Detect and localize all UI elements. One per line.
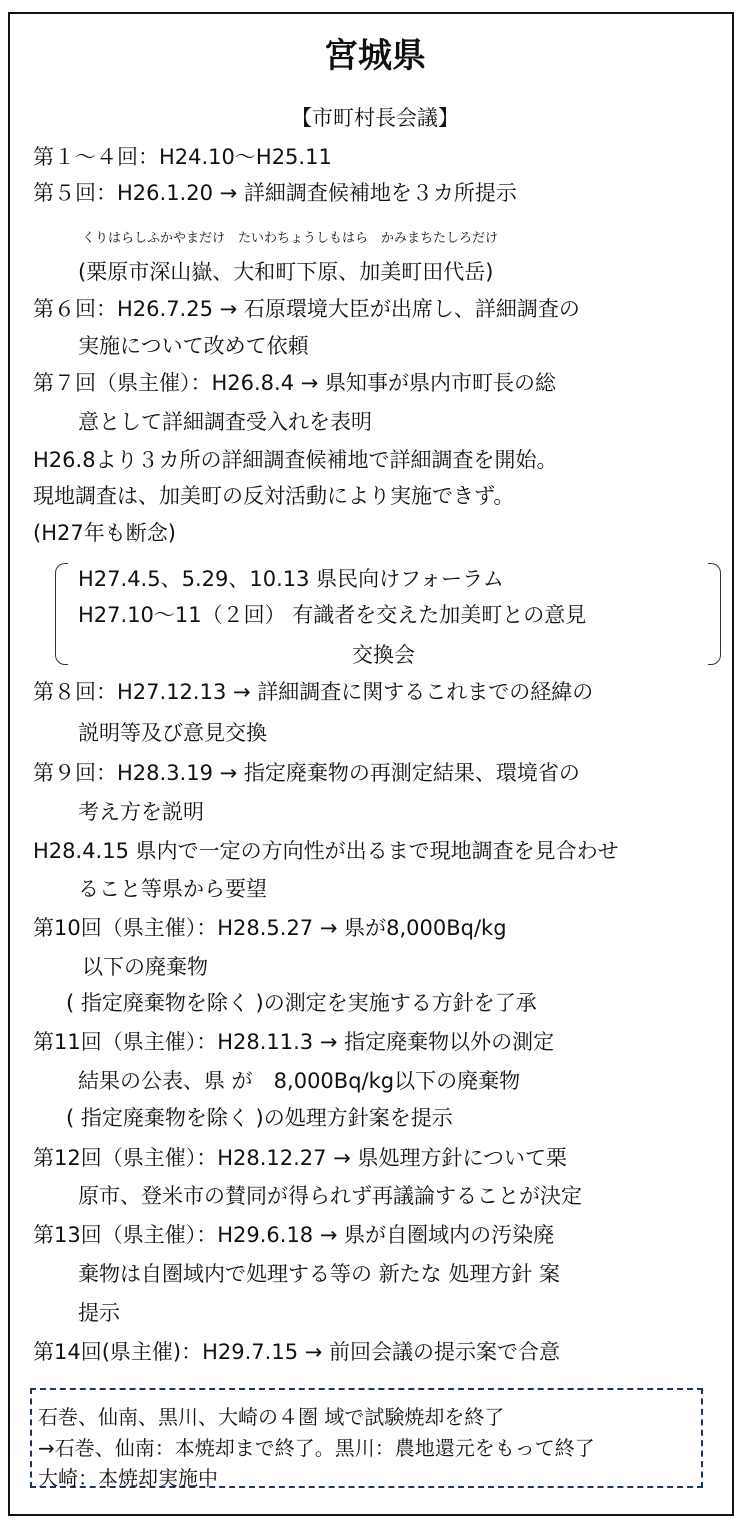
timeline-entry: (栗原市深山嶽、大和町下原、加美町田代岳) bbox=[78, 260, 494, 284]
timeline-entry: H28.4.15 県内で一定の方向性が出るまで現地調査を見合わせ bbox=[33, 839, 619, 863]
timeline-entry: 現地調査は、加美町の反対活動により実施できず。 bbox=[33, 484, 515, 508]
timeline-entry: ( 指定廃棄物を除く )の処理方針案を提示 bbox=[66, 1106, 453, 1130]
timeline-entry: ( 指定廃棄物を除く )の測定を実施する方針を了承 bbox=[66, 991, 537, 1015]
summary-line: 大崎：本焼却実施中 bbox=[38, 1466, 218, 1490]
page-title: 宮城県 bbox=[324, 36, 426, 76]
timeline-entry: 交換会 bbox=[352, 643, 415, 667]
timeline-entry: 考え方を説明 bbox=[78, 800, 204, 824]
timeline-entry: 第６回：H26.7.25 → 石原環境大臣が出席し、詳細調査の bbox=[33, 297, 580, 321]
timeline-entry: 第７回（県主催）：H26.8.4 → 県知事が県内市町長の総 bbox=[33, 371, 557, 395]
timeline-entry: 第10回（県主催）：H28.5.27 → 県が8,000Bq/kg bbox=[33, 916, 507, 940]
timeline-entry: 提示 bbox=[78, 1301, 120, 1325]
timeline-entry: (H27年も断念) bbox=[33, 521, 176, 545]
timeline-entry: H27.10～11（２回） 有識者を交えた加美町との意見 bbox=[78, 603, 587, 627]
section-heading: 【市町村長会議】 bbox=[291, 106, 459, 130]
timeline-entry: 結果の公表、県 が 8,000Bq/kg以下の廃棄物 bbox=[78, 1069, 521, 1093]
bracket-left bbox=[55, 563, 68, 665]
bracket-right bbox=[708, 563, 721, 665]
furigana-text: くりはらしふかやまだけ たいわちょうしもはら かみまちたしろだけ bbox=[82, 231, 499, 246]
timeline-entry: H26.8より３カ所の詳細調査候補地で詳細調査を開始。 bbox=[33, 448, 558, 472]
timeline-entry: 以下の廃棄物 bbox=[82, 955, 208, 979]
timeline-entry: 実施について改めて依頼 bbox=[78, 334, 309, 358]
timeline-entry: 第８回：H27.12.13 → 詳細調査に関するこれまでの経緯の bbox=[33, 680, 594, 704]
timeline-entry: 第14回(県主催)：H29.7.15 → 前回会議の提示案で合意 bbox=[33, 1340, 560, 1364]
summary-line: →石巻、仙南：本焼却まで終了。黒川：農地還元をもって終了 bbox=[38, 1436, 595, 1460]
timeline-entry: 第13回（県主催）：H29.6.18 → 県が自圏域内の汚染廃 bbox=[33, 1223, 555, 1247]
timeline-entry: 第５回：H26.1.20 → 詳細調査候補地を３カ所提示 bbox=[33, 181, 517, 205]
timeline-entry: 第１～４回：H24.10～H25.11 bbox=[33, 145, 332, 169]
timeline-entry: 棄物は自圏域内で処理する等の 新たな 処理方針 案 bbox=[78, 1262, 561, 1286]
timeline-entry: 原市、登米市の賛同が得られず再議論することが決定 bbox=[78, 1184, 582, 1208]
summary-line: 石巻、仙南、黒川、大崎の４圏 域で試験焼却を終了 bbox=[38, 1405, 505, 1429]
timeline-entry: ること等県から要望 bbox=[78, 877, 267, 901]
timeline-entry: 意として詳細調査受入れを表明 bbox=[78, 410, 372, 434]
timeline-entry: H27.4.5、5.29、10.13 県民向けフォーラム bbox=[78, 567, 504, 591]
timeline-entry: 説明等及び意見交換 bbox=[78, 721, 267, 745]
timeline-entry: 第11回（県主催）：H28.11.3 → 指定廃棄物以外の測定 bbox=[33, 1030, 555, 1054]
timeline-entry: 第９回：H28.3.19 → 指定廃棄物の再測定結果、環境省の bbox=[33, 761, 580, 785]
timeline-entry: 第12回（県主催）：H28.12.27 → 県処理方針について栗 bbox=[33, 1146, 568, 1170]
